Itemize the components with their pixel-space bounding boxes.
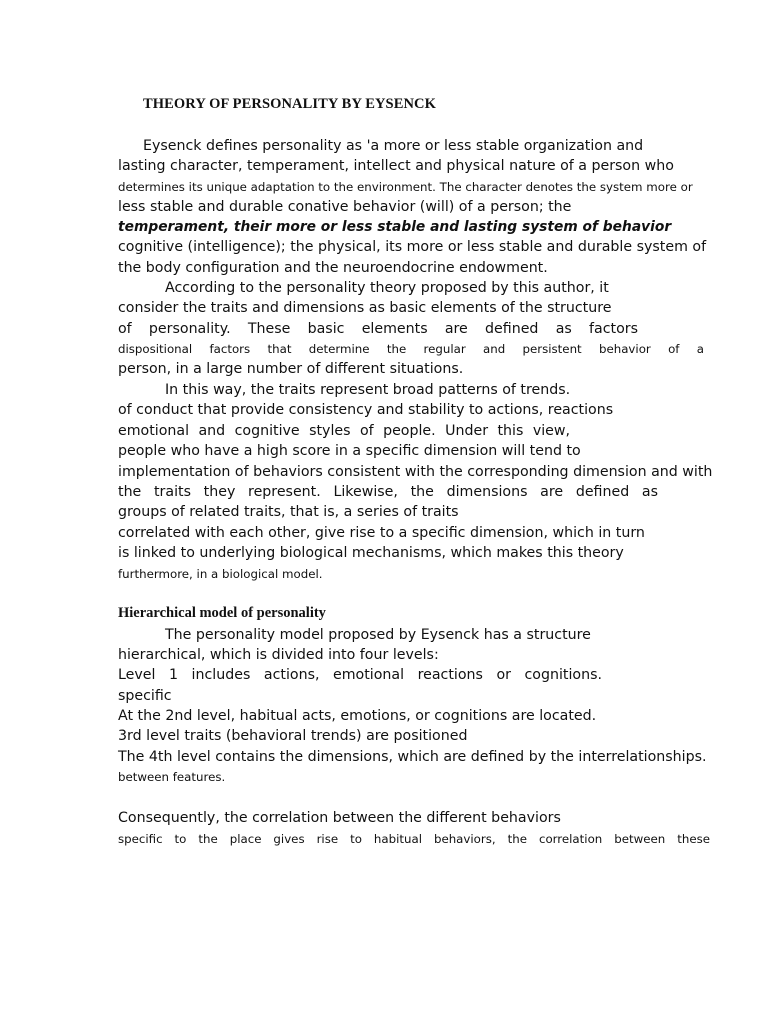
text-line: emotional and cognitive styles of people. Under this view, xyxy=(118,423,570,439)
text-line: specific to the place gives rise to habitual behaviors, the correlation between these xyxy=(118,832,710,846)
text-line: of conduct that provide consistency and stability to actions, reactions xyxy=(118,402,614,418)
text-line: is linked to underlying biological mechanisms, which makes this theory xyxy=(118,545,624,561)
text-line: groups of related traits, that is, a series of traits xyxy=(118,504,459,520)
text-line: hierarchical, which is divided into four levels: xyxy=(118,647,439,663)
text-line: According to the personality theory proposed by this author, it xyxy=(165,280,609,296)
text-line: The 4th level contains the dimensions, which are defined by the interrelationships. xyxy=(118,749,707,765)
text-line: cognitive (intelligence); the physical, its more or less stable and durable system of xyxy=(118,239,707,255)
text-line: implementation of behaviors consistent with the corresponding dimension and with xyxy=(118,464,713,480)
text-line: Consequently, the correlation between the different behaviors xyxy=(118,810,561,826)
text-line: person, in a large number of different situations. xyxy=(118,361,464,377)
text-line: determines its unique adaptation to the environment. The character denotes the system more or xyxy=(118,180,693,194)
text-line: Eysenck defines personality as 'a more or less stable organization and xyxy=(143,138,644,154)
text-line: correlated with each other, give rise to a specific dimension, which in turn xyxy=(118,525,645,541)
text-line: The personality model proposed by Eysenck has a structure xyxy=(165,627,591,643)
text-line: the body configuration and the neuroendocrine endowment. xyxy=(118,260,548,276)
text-line: dispositional factors that determine the regular and persistent behavior of a xyxy=(118,342,704,356)
document-title: THEORY OF PERSONALITY BY EYSENCK xyxy=(143,96,437,112)
text-line: less stable and durable conative behavior (will) of a person; the xyxy=(118,199,572,215)
text-line: between features. xyxy=(118,770,226,784)
text-line: temperament, their more or less stable and lasting system of behavior xyxy=(118,219,672,235)
text-line: 3rd level traits (behavioral trends) are positioned xyxy=(118,728,468,744)
text-line: furthermore, in a biological model. xyxy=(118,567,323,581)
text-line: the traits they represent. Likewise, the dimensions are defined as xyxy=(118,484,658,500)
text-line: In this way, the traits represent broad patterns of trends. xyxy=(165,382,571,398)
text-line: of personality. These basic elements are defined as factors xyxy=(118,321,638,337)
text-line: At the 2nd level, habitual acts, emotions, or cognitions are located. xyxy=(118,708,597,724)
text-line: Level 1 includes actions, emotional reactions or cognitions. xyxy=(118,667,602,683)
text-line: consider the traits and dimensions as basic elements of the structure xyxy=(118,300,612,316)
text-line: lasting character, temperament, intellect and physical nature of a person who xyxy=(118,158,674,174)
section-heading: Hierarchical model of personality xyxy=(118,605,326,621)
text-line: specific xyxy=(118,688,172,704)
text-line: people who have a high score in a specific dimension will tend to xyxy=(118,443,581,459)
